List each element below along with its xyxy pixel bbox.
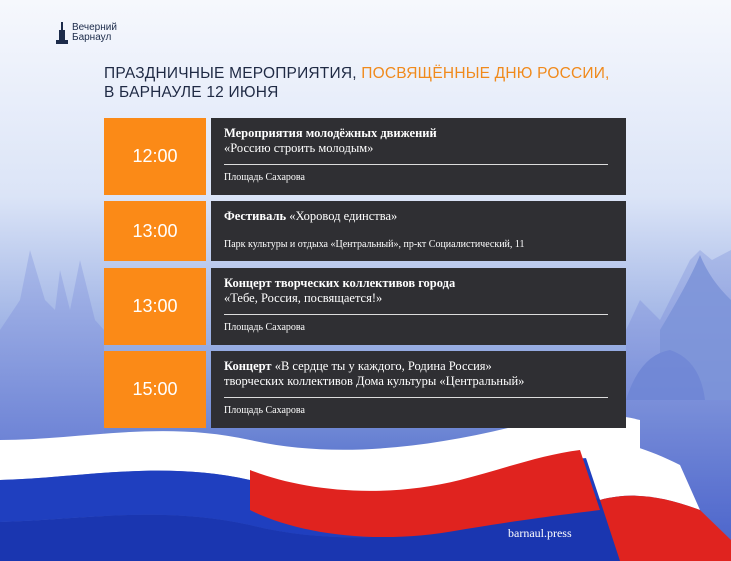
divider [224,314,608,315]
event-card [104,118,626,195]
event-place: Площадь Сахарова [224,405,305,416]
event-title-rest: «Хоровод единства» [286,209,398,223]
site-url: barnaul.press [508,526,572,540]
event-subtitle: «Тебе, Россия, посвящается!» [224,291,383,305]
event-subtitle: «Россию строить молодым» [224,141,374,155]
logo [56,22,117,44]
event-card [104,268,626,345]
event-title: Концерт [224,359,272,373]
event-title: Мероприятия молодёжных движений [224,126,437,140]
title-part-1: ПРАЗДНИЧНЫЕ МЕРОПРИЯТИЯ, [104,65,362,82]
title-accent: ПОСВЯЩЁННЫЕ ДНЮ РОССИИ, [361,65,610,82]
tower-icon [56,22,68,44]
event-time: 15:00 [104,351,206,428]
divider [224,164,608,165]
event-title: Фестиваль [224,209,287,223]
event-place: Парк культуры и отдыха «Центральный», пр-кт Социалистический, 11 [224,239,525,250]
title-line-2: В БАРНАУЛЕ 12 ИЮНЯ [104,84,279,101]
event-title: Концерт творческих коллективов города [224,276,456,290]
event-subtitle: творческих коллективов Дома культуры «Центральный» [224,374,525,388]
event-time: 12:00 [104,118,206,195]
event-info [211,118,626,195]
logo-line-2: Барнаул [72,32,112,43]
event-title-rest: «В сердце ты у каждого, Родина Россия» [271,359,492,373]
event-info [211,268,626,345]
event-place: Площадь Сахарова [224,322,305,333]
event-place: Площадь Сахарова [224,172,305,183]
event-info [211,201,626,261]
event-card [104,351,626,428]
event-time: 13:00 [104,201,206,261]
event-time: 13:00 [104,268,206,345]
divider [224,397,608,398]
page-title [104,64,664,102]
event-info [211,351,626,428]
event-card [104,201,626,261]
logo-line-1: Вечерний [72,22,117,33]
